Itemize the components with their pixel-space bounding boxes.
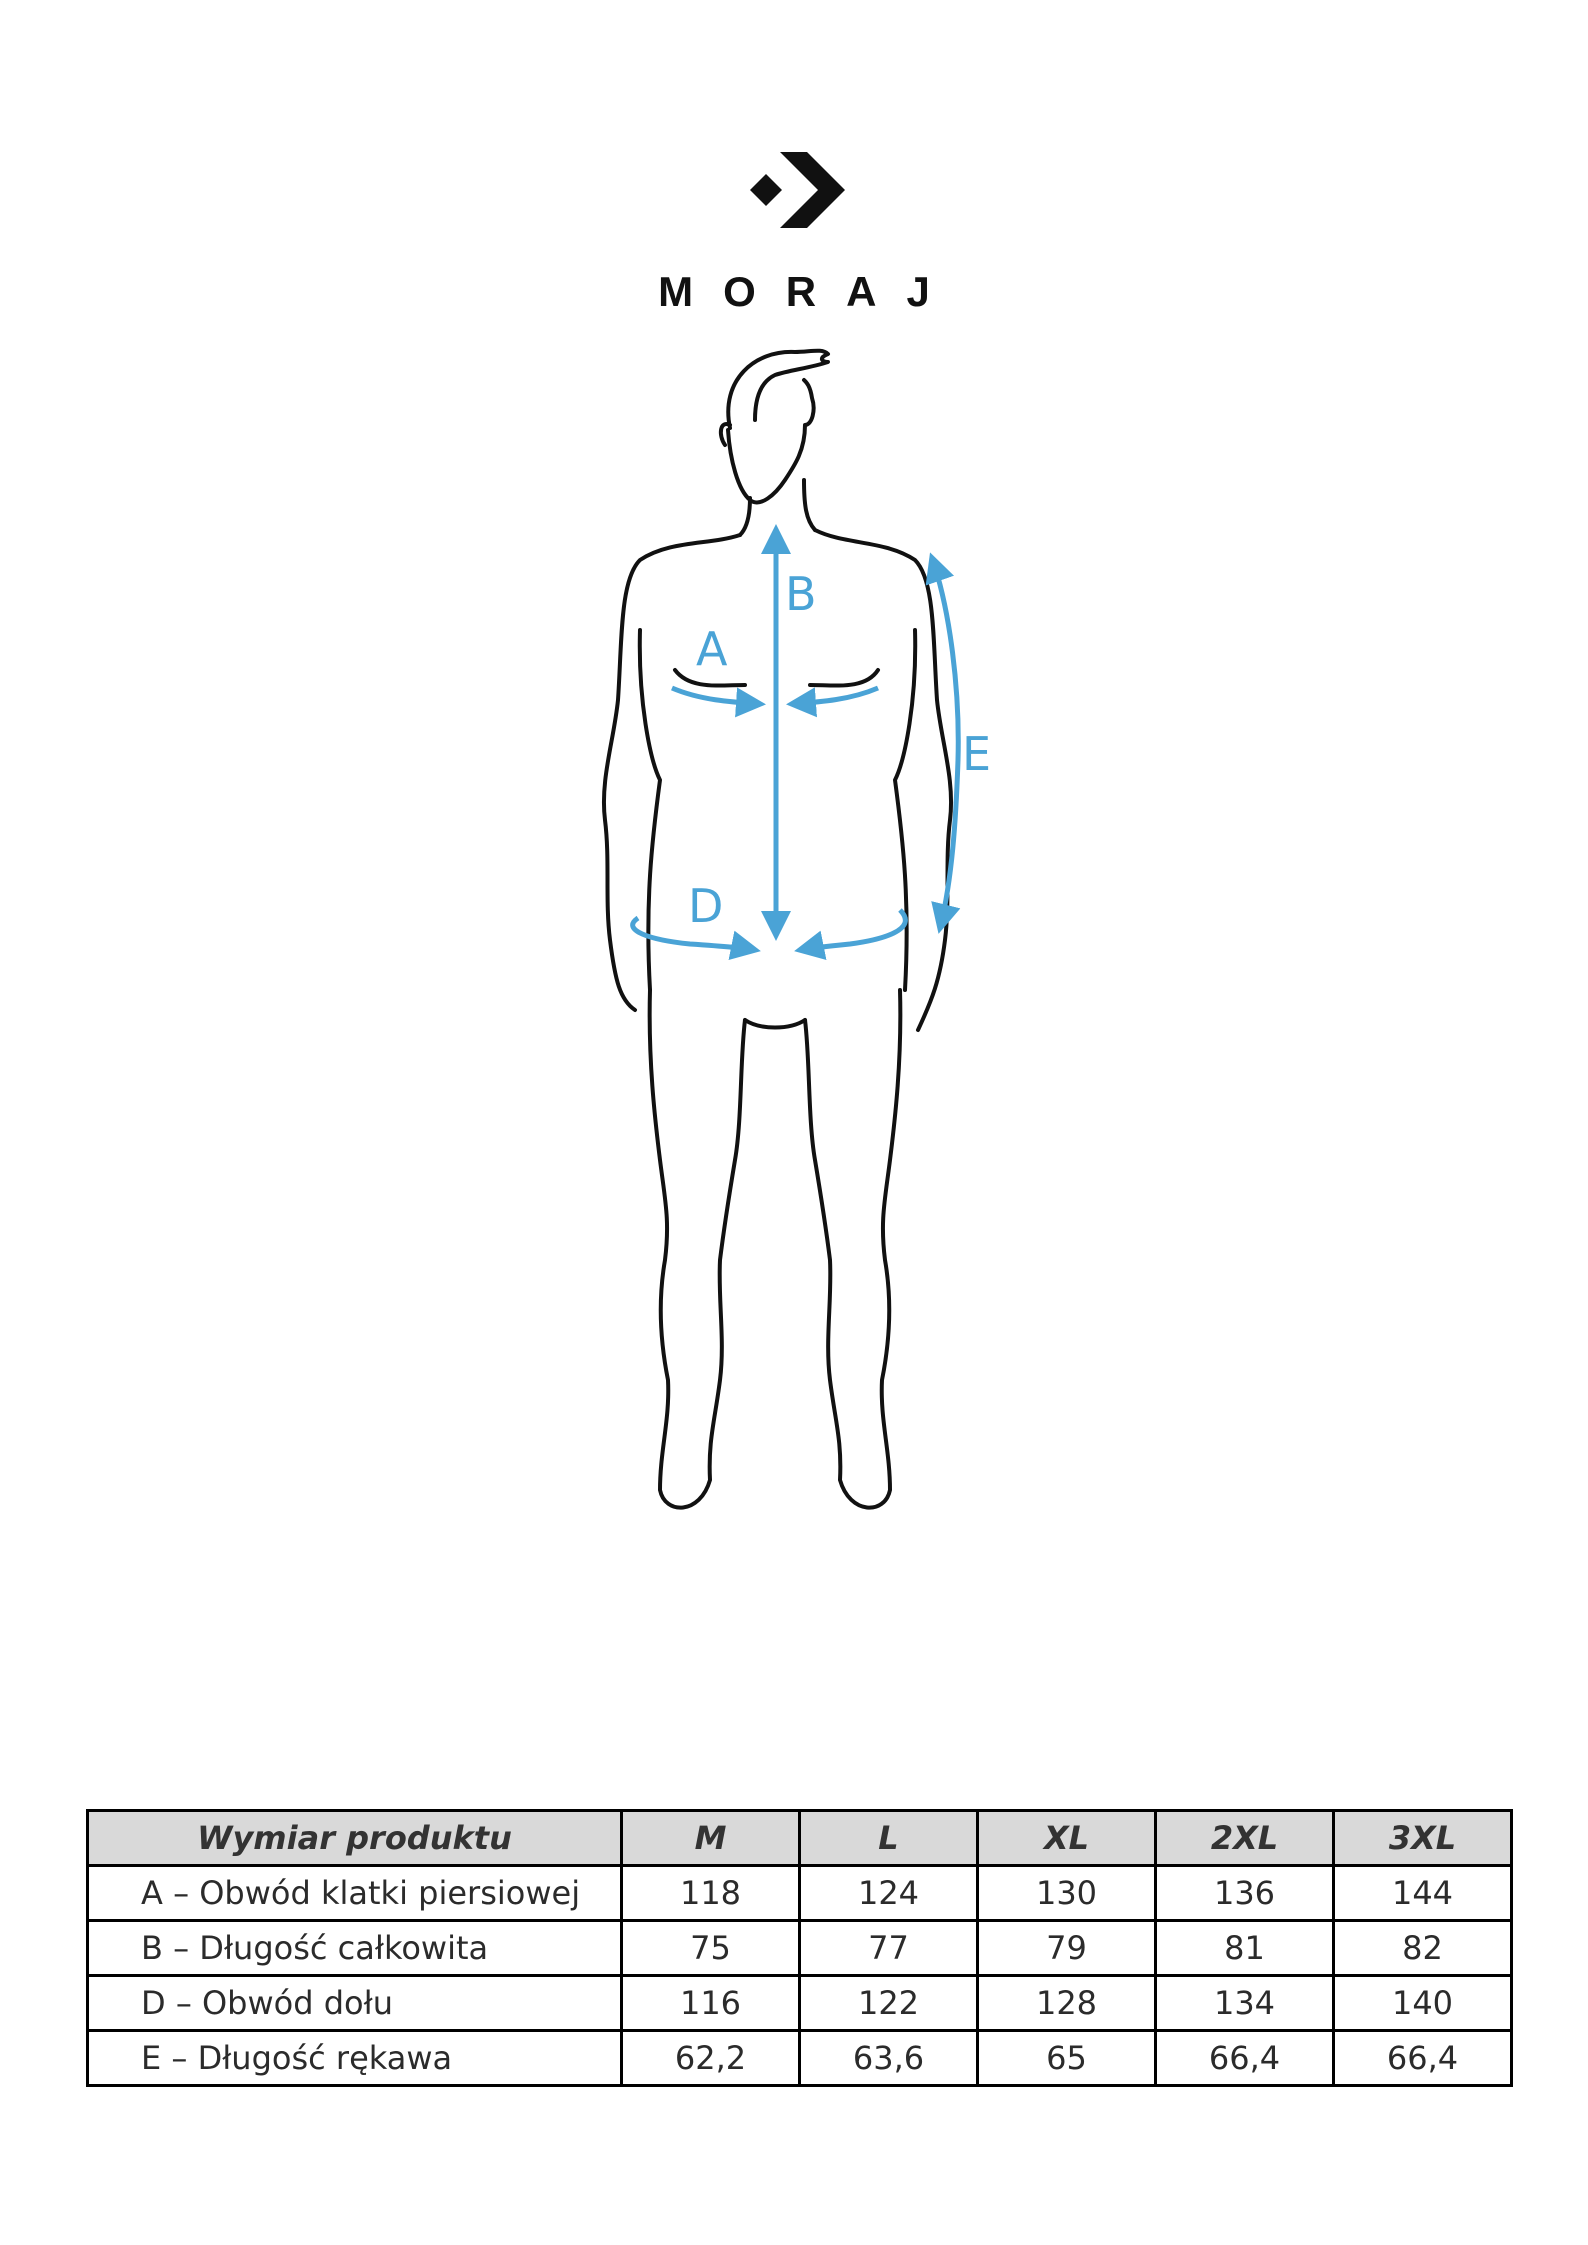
table-cell: 63,6	[800, 2031, 978, 2086]
table-cell: 122	[800, 1976, 978, 2031]
table-cell: 82	[1334, 1921, 1512, 1976]
table-header-row	[88, 1811, 1512, 1866]
table-cell: 75	[622, 1921, 800, 1976]
label-b: B	[785, 567, 817, 621]
size-table	[86, 1809, 1513, 2087]
header-size-l: L	[800, 1811, 978, 1866]
header-dimension: Wymiar produktu	[88, 1811, 622, 1866]
label-d: D	[688, 879, 724, 933]
brand-name: MORAJ	[658, 268, 960, 315]
table-cell: 66,4	[1334, 2031, 1512, 2086]
table-cell: 130	[978, 1866, 1156, 1921]
header-size-m: M	[622, 1811, 800, 1866]
table-row	[88, 1976, 1512, 2031]
table-row	[88, 1866, 1512, 1921]
row-label: E – Długość rękawa	[88, 2031, 622, 2086]
row-label: D – Obwód dołu	[88, 1976, 622, 2031]
chevron-diamond-logo-icon	[750, 152, 845, 247]
table-cell: 79	[978, 1921, 1156, 1976]
table-cell: 140	[1334, 1976, 1512, 2031]
table-cell: 77	[800, 1921, 978, 1976]
table-cell: 81	[1156, 1921, 1334, 1976]
table-cell: 118	[622, 1866, 800, 1921]
table-row	[88, 2031, 1512, 2086]
table-cell: 128	[978, 1976, 1156, 2031]
table-cell: 62,2	[622, 2031, 800, 2086]
header-size-xl: XL	[978, 1811, 1156, 1866]
label-e: E	[962, 727, 992, 781]
row-label: A – Obwód klatki piersiowej	[88, 1866, 622, 1921]
header-size-2xl: 2XL	[1156, 1811, 1334, 1866]
male-body-outline-icon	[560, 340, 1020, 1540]
table-cell: 144	[1334, 1866, 1512, 1921]
label-a: A	[696, 622, 728, 676]
table-row	[88, 1921, 1512, 1976]
header-size-3xl: 3XL	[1334, 1811, 1512, 1866]
table-cell: 66,4	[1156, 2031, 1334, 2086]
table-cell: 136	[1156, 1866, 1334, 1921]
table-cell: 65	[978, 2031, 1156, 2086]
table-cell: 124	[800, 1866, 978, 1921]
row-label: B – Długość całkowita	[88, 1921, 622, 1976]
table-cell: 134	[1156, 1976, 1334, 2031]
table-cell: 116	[622, 1976, 800, 2031]
